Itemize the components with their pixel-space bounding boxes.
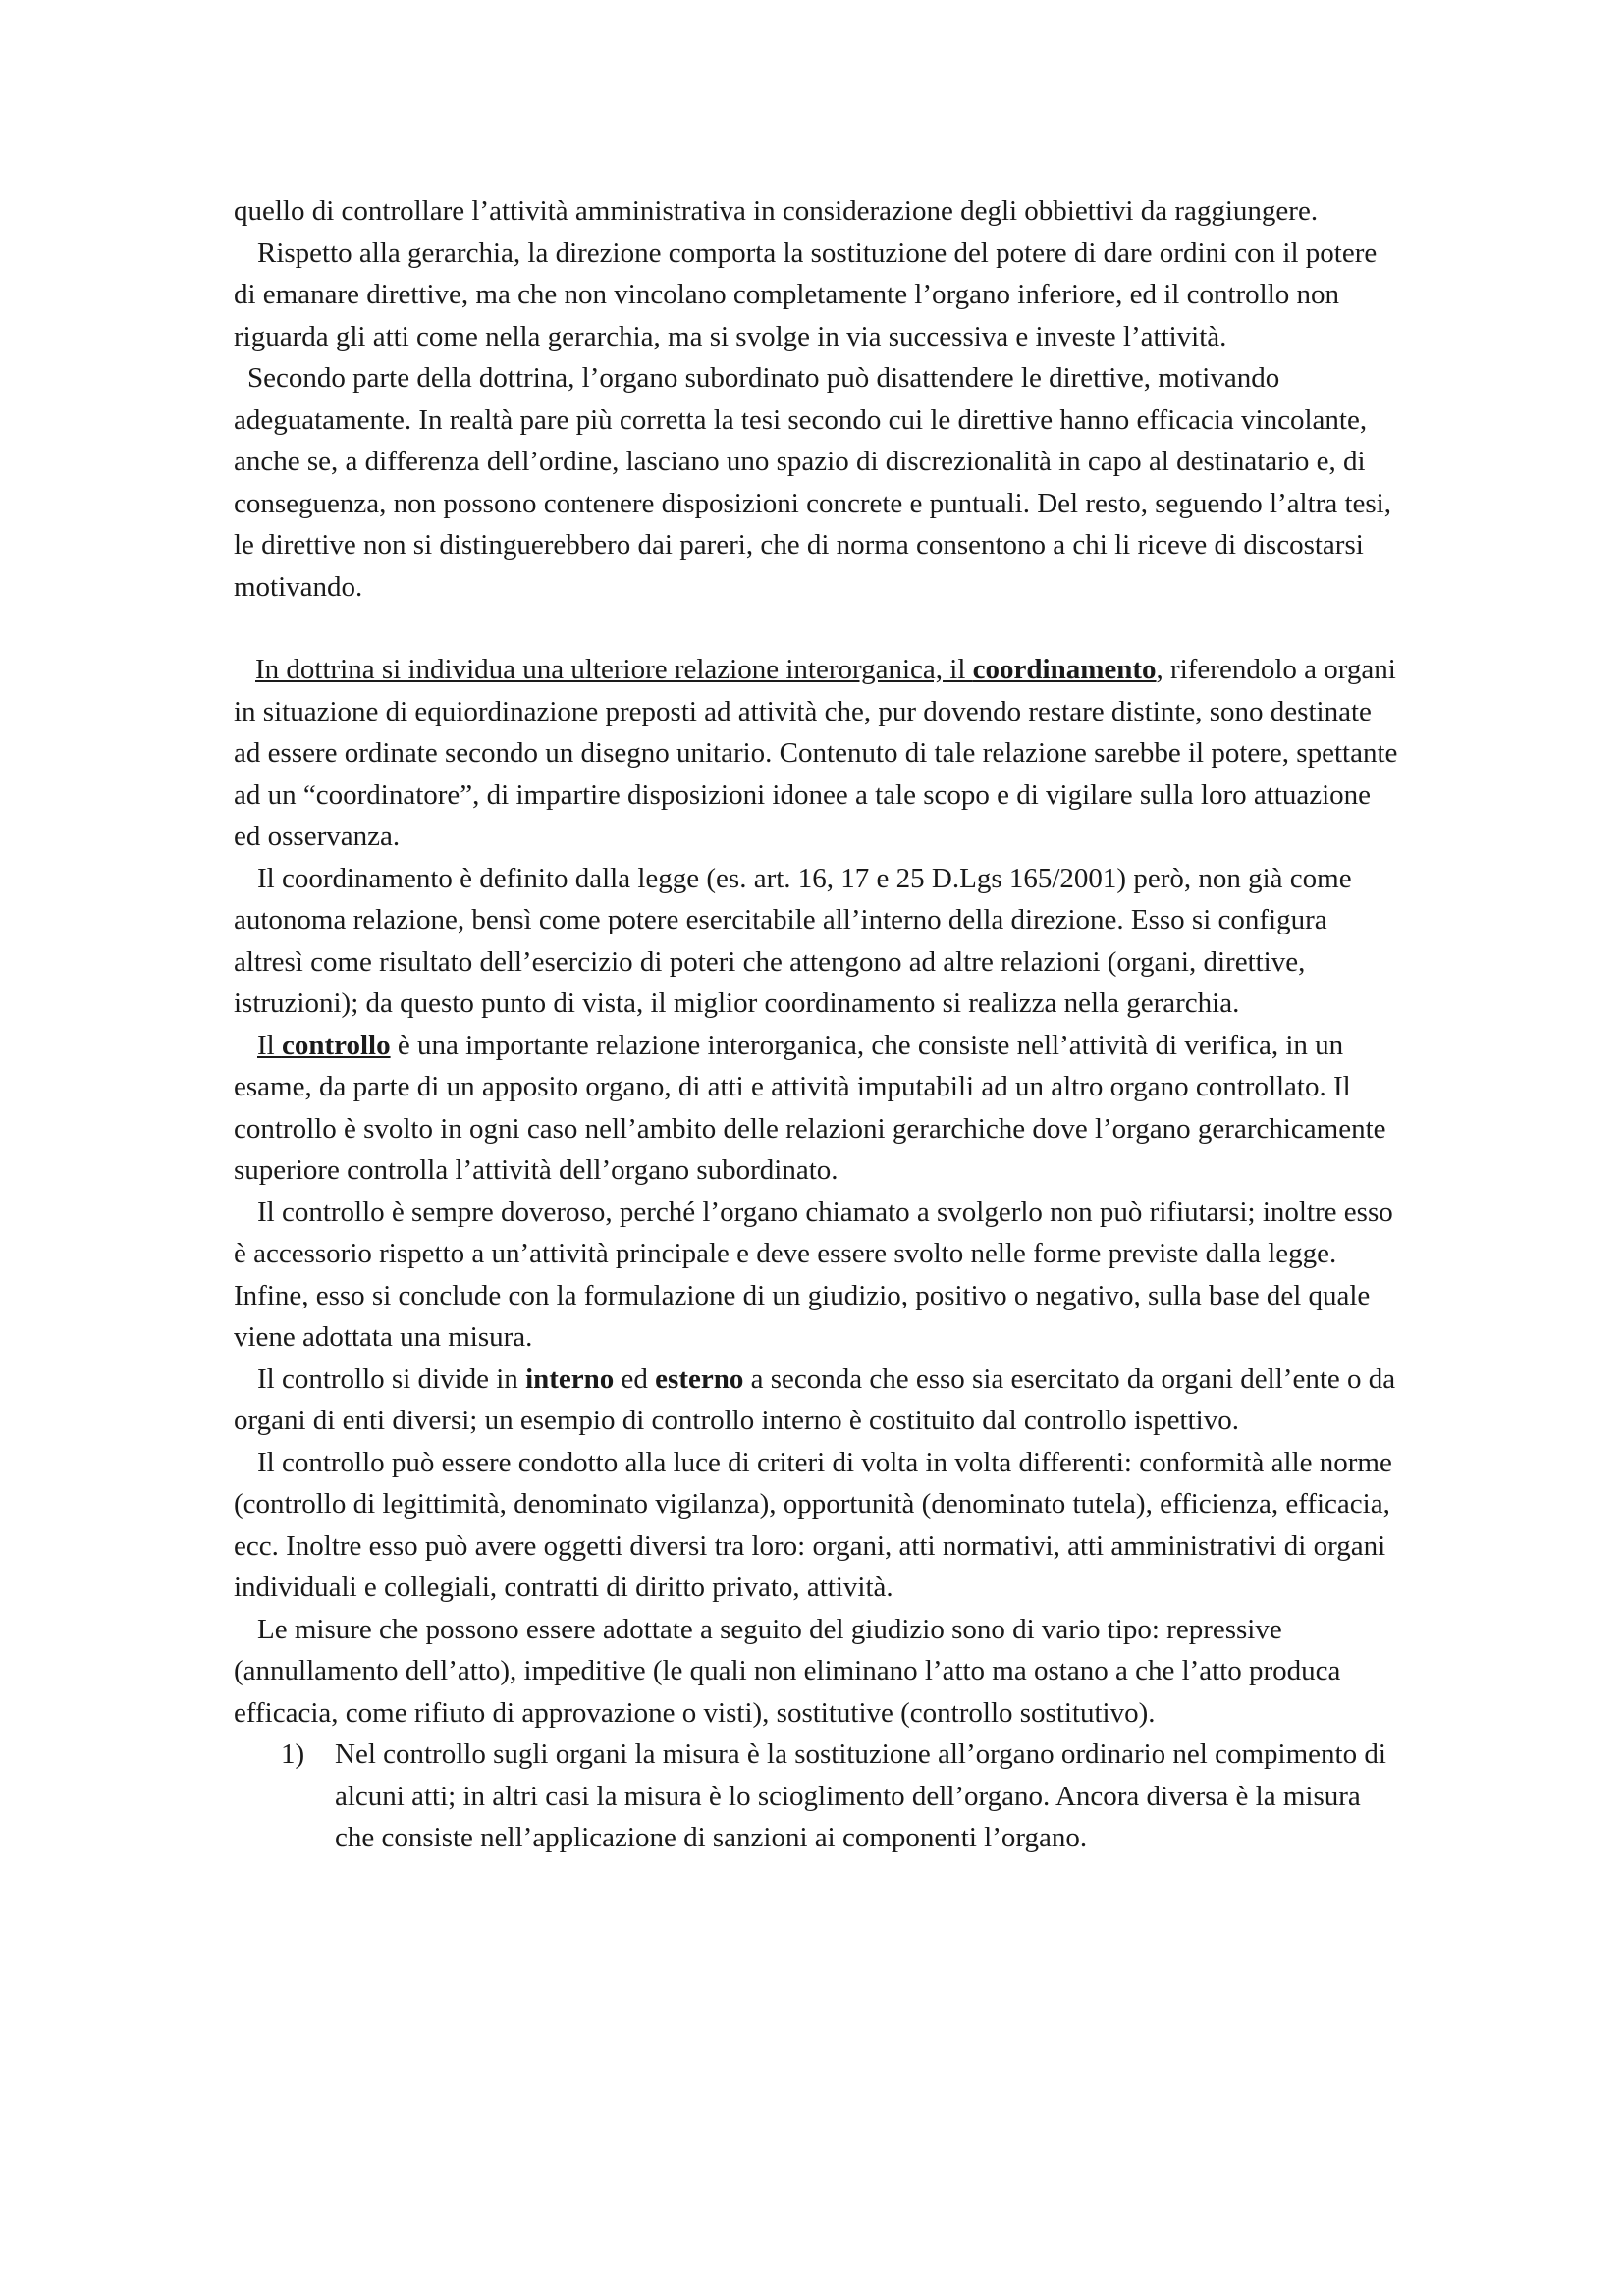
interno-esterno-text: a seconda che esso sia esercitato da organi dell’ente o da organi di enti diversi; un esempio di controllo interno è costituito dal controllo ispettivo.	[234, 1362, 1396, 1436]
list-item	[234, 1734, 1402, 1859]
coordinamento-text: , riferendolo a organi in situazione di equiordinazione preposti ad attività che, pur dovendo restare distinte, sono destinate ad essere ordinate secondo un disegno unitario. Contenuto di tale relazione sarebbe il potere, spettante ad un “coordinatore”, di impartire disposizioni idonee a tale scopo e di vigilare sulla loro attuazione ed osservanza.	[234, 654, 1398, 852]
paragraph-3: Secondo parte della dottrina, l’organo subordinato può disattendere le direttive, motivando adeguatamente. In realtà pare più corretta la tesi secondo cui le direttive hanno efficacia vincolante, anche se, a differenza dell’ordine, lasciano uno spazio di discrezionalità in capo al destinatario e, di conseguenza, non possono contenere disposizioni concrete e puntuali. Del resto, seguendo l’altra tesi, le direttive non si distinguerebbero dai pareri, che di norma consentono a chi li riceve di discostarsi motivando.	[234, 362, 1391, 603]
term-coordinamento: coordinamento	[972, 654, 1157, 685]
paragraph-interno-esterno	[234, 1359, 1402, 1442]
blank-line	[234, 608, 1402, 649]
paragraph-10: Le misure che possono essere adottate a seguito del giudizio sono di vario tipo: repressive (annullamento dell’atto), impeditive (le quali non eliminano l’atto ma ostano a che l’atto produca efficacia, come rifiuto di approvazione o visti), sostitutive (controllo sostitutivo).	[234, 1613, 1341, 1729]
paragraph-9: Il controllo può essere condotto alla luce di criteri di volta in volta differenti: conformità alle norme (controllo di legittimità, denominato vigilanza), opportunità (denominato tutela), efficienza, efficacia, ecc. Inoltre esso può avere oggetti diversi tra loro: organi, atti normativi, atti amministrativi di organi individuali e collegiali, contratti di diritto privato, attività.	[234, 1446, 1392, 1603]
interno-esterno-lead: Il controllo si divide in	[257, 1362, 526, 1395]
paragraph-coordinamento	[234, 649, 1402, 858]
term-interno: interno	[525, 1362, 615, 1395]
paragraph-controllo	[234, 1025, 1402, 1192]
interno-esterno-mid: ed	[614, 1362, 656, 1395]
coordinamento-intro: In dottrina si individua una ulteriore relazione interorganica, il	[255, 654, 973, 685]
list-item-text: Nel controllo sugli organi la misura è la sostituzione all’organo ordinario nel compimento di alcuni atti; in altri casi la misura è lo scioglimento dell’organo. Ancora diversa è la misura che consiste nell’applicazione di sanzioni ai componenti l’organo.	[335, 1738, 1386, 1853]
controllo-text: è una importante relazione interorganica, che consiste nell’attività di verifica, in un esame, da parte di un apposito organo, di atti e attività imputabili ad un altro organo controllato. Il controllo è svolto in ogni caso nell’ambito delle relazioni gerarchiche dove l’organo gerarchicamente superiore controlla l’attività dell’organo subordinato.	[234, 1029, 1386, 1186]
term-controllo: controllo	[281, 1029, 391, 1061]
paragraph-1: quello di controllare l’attività amministrativa in considerazione degli obbiettivi da raggiungere.	[234, 195, 1319, 227]
list-item-number: 1)	[281, 1738, 305, 1770]
document-body	[234, 190, 1402, 1859]
controllo-intro: Il	[257, 1029, 282, 1061]
paragraph-7: Il controllo è sempre doveroso, perché l’organo chiamato a svolgerlo non può rifiutarsi; inoltre esso è accessorio rispetto a un’attività principale e deve essere svolto nelle forme previste dalla legge. Infine, esso si conclude con la formulazione di un giudizio, positivo o negativo, sulla base del quale viene adottata una misura.	[234, 1196, 1393, 1353]
paragraph-5: Il coordinamento è definito dalla legge (es. art. 16, 17 e 25 D.Lgs 165/2001) però, non già come autonoma relazione, bensì come potere esercitabile all’interno della direzione. Esso si configura altresì come risultato dell’esercizio di poteri che attengono ad altre relazioni (organi, direttive, istruzioni); da questo punto di vista, il miglior coordinamento si realizza nella gerarchia.	[234, 862, 1352, 1019]
term-esterno: esterno	[655, 1362, 744, 1395]
paragraph-2: Rispetto alla gerarchia, la direzione comporta la sostituzione del potere di dare ordini con il potere di emanare direttive, ma che non vincolano completamente l’organo inferiore, ed il controllo non riguarda gli atti come nella gerarchia, ma si svolge in via successiva e investe l’attività.	[234, 237, 1378, 352]
